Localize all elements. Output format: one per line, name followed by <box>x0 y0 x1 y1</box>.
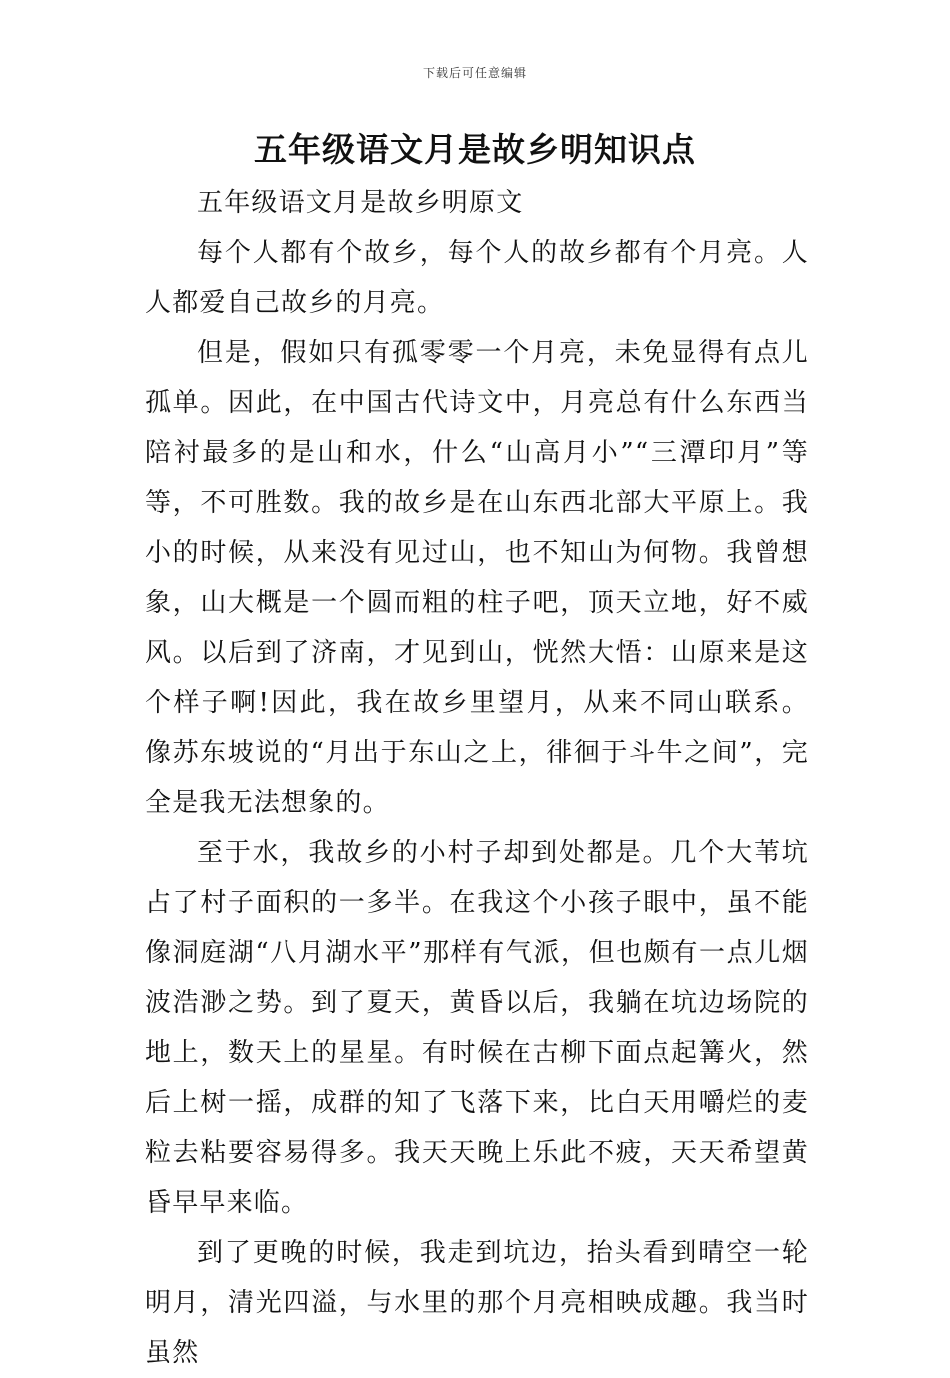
header-note: 下载后可任意编辑 <box>422 66 527 80</box>
document-body <box>145 178 809 1378</box>
paragraph: 但是，假如只有孤零零一个月亮，未免显得有点儿孤单。因此，在中国古代诗文中，月亮总有什么东西当陪衬最多的是山和水，什么“山高月小”“三潭印月”等等，不可胜数。我的故乡是在山东西北部大平原上。我小的时候，从来没有见过山，也不知山为何物。我曾想象，山大概是一个圆而粗的柱子吧，顶天立地，好不威风。以后到了济南，才见到山，恍然大悟：山原来是这个样子啊!因此，我在故乡里望月，从来不同山联系。像苏东坡说的“月出于东山之上，徘徊于斗牛之间”，完全是我无法想象的。 <box>145 338 809 818</box>
document-subtitle: 五年级语文月是故乡明原文 <box>197 188 524 218</box>
paragraph: 到了更晚的时候，我走到坑边，抬头看到晴空一轮明月，清光四溢，与水里的那个月亮相映成趣。我当时虽然 <box>145 1238 809 1368</box>
document-title: 五年级语文月是故乡明知识点 <box>254 130 696 169</box>
paragraph: 至于水，我故乡的小村子却到处都是。几个大苇坑占了村子面积的一多半。在我这个小孩子眼中，虽不能像洞庭湖“八月湖水平”那样有气派，但也颇有一点儿烟波浩渺之势。到了夏天，黄昏以后，我躺在坑边场院的地上，数天上的星星。有时候在古柳下面点起篝火，然后上树一摇，成群的知了飞落下来，比白天用嚼烂的麦粒去粘要容易得多。我天天晚上乐此不疲，天天希望黄昏早早来临。 <box>145 838 809 1218</box>
paragraph: 每个人都有个故乡，每个人的故乡都有个月亮。人人都爱自己故乡的月亮。 <box>145 238 809 318</box>
